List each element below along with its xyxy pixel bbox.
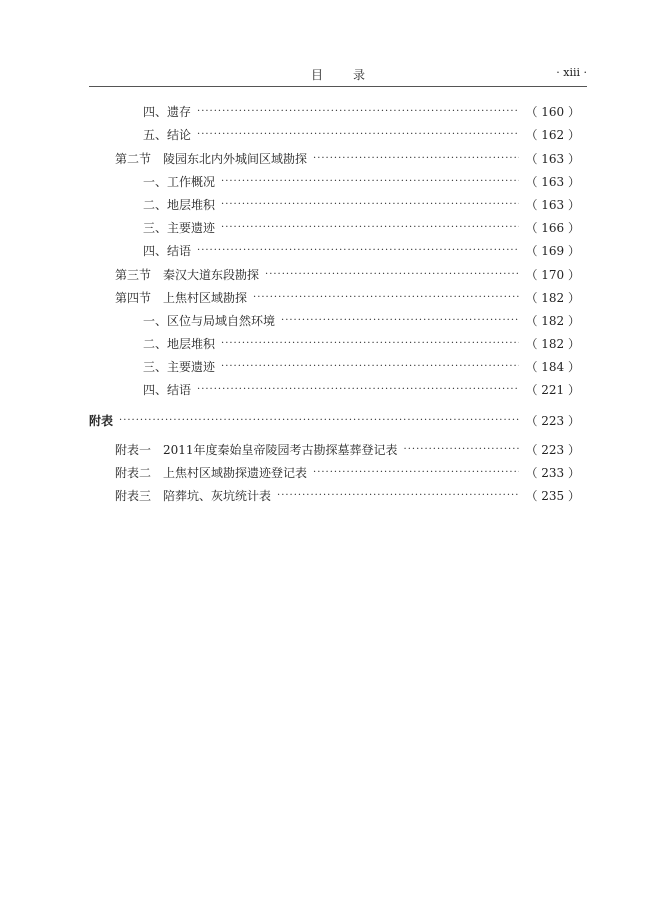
toc-entry-label: 附表一 2011年度秦始皇帝陵园考古勘探墓葬登记表	[115, 442, 398, 457]
toc-entry-label: 附表二 上焦村区域勘探遗迹登记表	[115, 465, 308, 480]
toc-entry[interactable]	[143, 240, 580, 260]
toc-entry-label: 四、遗存	[143, 104, 192, 119]
toc-entry-page: （ 235 ）	[525, 488, 580, 503]
dot-leader	[221, 361, 519, 372]
toc-entry-page: （ 182 ）	[525, 313, 580, 328]
toc-entry[interactable]	[143, 333, 580, 353]
toc-entry[interactable]	[143, 217, 580, 237]
dot-leader	[404, 444, 520, 455]
toc-entry-page: （ 182 ）	[525, 290, 580, 305]
toc-entry[interactable]	[115, 148, 580, 168]
dot-leader	[221, 338, 519, 349]
toc-entry-page: （ 221 ）	[525, 382, 580, 397]
toc-entry-page: （ 163 ）	[525, 174, 580, 189]
toc-entry-page: （ 163 ）	[525, 197, 580, 212]
toc-entry-label: 一、工作概况	[143, 174, 216, 189]
toc-entry-label: 四、结语	[143, 382, 192, 397]
toc-entry[interactable]	[143, 379, 580, 399]
dot-leader	[265, 269, 519, 280]
dot-leader	[119, 415, 519, 426]
toc-entry-label: 二、地层堆积	[143, 197, 216, 212]
header-page-number: · xiii ·	[556, 66, 587, 79]
toc-entry-label: 第三节 秦汉大道东段勘探	[115, 267, 260, 282]
toc-entry-page: （ 160 ）	[525, 104, 580, 119]
dot-leader	[313, 467, 519, 478]
dot-leader	[197, 245, 519, 256]
toc-entry[interactable]	[115, 287, 580, 307]
toc-entry-label: 一、区位与局域自然环境	[143, 313, 276, 328]
toc-entry[interactable]	[143, 101, 580, 121]
toc-entry[interactable]	[143, 124, 580, 144]
toc-entry-label: 三、主要遗迹	[143, 359, 216, 374]
dot-leader	[197, 129, 519, 140]
toc-entry-label: 五、结论	[143, 127, 192, 142]
toc-entry-page: （ 162 ）	[525, 127, 580, 142]
dot-leader	[221, 222, 519, 233]
dot-leader	[313, 153, 519, 164]
toc-entry[interactable]	[115, 439, 580, 459]
dot-leader	[221, 199, 519, 210]
toc-entry-label: 四、结语	[143, 243, 192, 258]
toc-entry-page: （ 182 ）	[525, 336, 580, 351]
dot-leader	[221, 176, 519, 187]
dot-leader	[281, 315, 519, 326]
toc-entry[interactable]	[143, 194, 580, 214]
toc-entry-label: 二、地层堆积	[143, 336, 216, 351]
header-title-char-1: 目	[310, 68, 323, 82]
toc-entry-page: （ 223 ）	[525, 442, 580, 457]
toc-entry-page: （ 169 ）	[525, 243, 580, 258]
toc-entry[interactable]	[143, 356, 580, 376]
toc-entry-page: （ 233 ）	[525, 465, 580, 480]
dot-leader	[197, 106, 519, 117]
toc-entry[interactable]	[115, 485, 580, 505]
toc-entry[interactable]	[143, 171, 580, 191]
header-title	[89, 66, 587, 83]
toc-entry-page: （ 166 ）	[525, 220, 580, 235]
toc-entry-page: （ 223 ）	[525, 413, 580, 428]
toc-entry-page: （ 163 ）	[525, 151, 580, 166]
dot-leader	[197, 384, 519, 395]
toc-entry[interactable]	[115, 264, 580, 284]
dot-leader	[253, 292, 519, 303]
toc-entry-label: 第二节 陵园东北内外城间区域勘探	[115, 151, 308, 166]
toc-entry[interactable]	[143, 310, 580, 330]
toc-entry-label: 附表	[89, 413, 114, 428]
toc-entry-label: 附表三 陪葬坑、灰坑统计表	[115, 488, 272, 503]
toc-entry-appendix[interactable]	[89, 410, 580, 430]
toc-entry[interactable]	[115, 462, 580, 482]
toc-entry-label: 三、主要遗迹	[143, 220, 216, 235]
running-header	[89, 60, 587, 87]
header-title-char-2: 录	[353, 68, 366, 82]
toc-entry-label: 第四节 上焦村区域勘探	[115, 290, 248, 305]
toc-entry-page: （ 184 ）	[525, 359, 580, 374]
toc-entry-page: （ 170 ）	[525, 267, 580, 282]
dot-leader	[277, 490, 519, 501]
